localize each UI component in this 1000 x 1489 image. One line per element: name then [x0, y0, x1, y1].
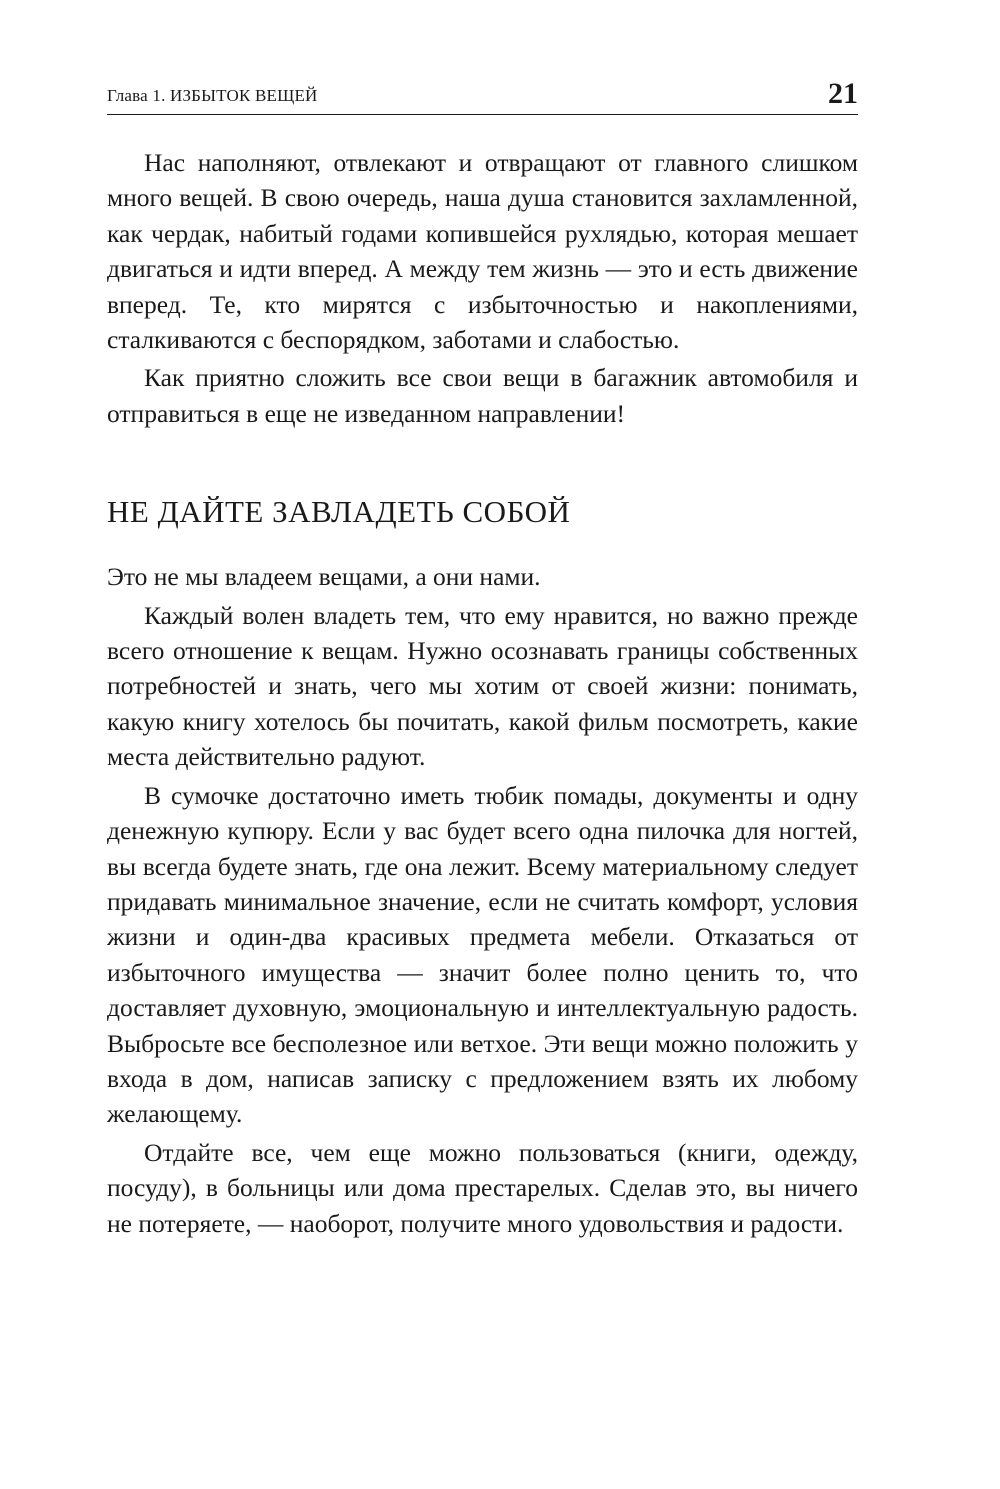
paragraph: Нас наполняют, отвлекают и отвращают от главного слишком много вещей. В свою очередь, наша душа становится захламленной, как чердак, набитый годами копившейся рухлядью, которая мешает двигаться и идти вперед. А между тем жизнь — это и есть движение вперед. Те, кто мирятся с избыточностью и накоплениями, сталкиваются с беспорядком, заботами и слабостью.	[107, 148, 858, 355]
paragraph: Это не мы владеем вещами, а они нами.	[107, 562, 541, 592]
paragraph: Отдайте все, чем еще можно пользоваться (книги, одежду, посуду), в больницы или дома престарелых. Сделав это, вы ничего не потеряете, — наоборот, получите много удовольствия и радости.	[107, 1137, 858, 1238]
paragraph: В сумочке достаточно иметь тюбик помады, документы и одну денежную купюру. Если у вас будет всего одна пилочка для ногтей, вы всегда будете знать, где она лежит. Всему материальному следует придавать минимальное значение, если не считать комфорт, условия жизни и один-два красивых предмета мебели. Отказаться от избыточного имущества — значит более полно ценить то, что доставляет духовную, эмоциональную и интеллектуальную радость. Выбросьте все бесполезное или ветхое. Эти вещи можно положить у входа в дом, написав записку с предложением взять их любому желающему.	[107, 780, 858, 1129]
page-header	[107, 76, 858, 115]
section-heading: НЕ ДАЙТЕ ЗАВЛАДЕТЬ СОБОЙ	[107, 494, 571, 530]
page-body	[107, 145, 858, 1241]
paragraph: Как приятно сложить все свои вещи в багажник автомобиля и отправиться в еще не изведанном направлении!	[107, 363, 858, 428]
page-number: 21	[828, 77, 858, 110]
running-head: Глава 1. ИЗБЫТОК ВЕЩЕЙ	[107, 86, 318, 105]
paragraph: Каждый волен владеть тем, что ему нравится, но важно прежде всего отношение к вещам. Нужно осознавать границы собственных потребностей и знать, чего мы хотим от своей жизни: понимать, какую книгу хотелось бы почитать, какой фильм посмотреть, какие места действительно радуют.	[107, 600, 858, 772]
